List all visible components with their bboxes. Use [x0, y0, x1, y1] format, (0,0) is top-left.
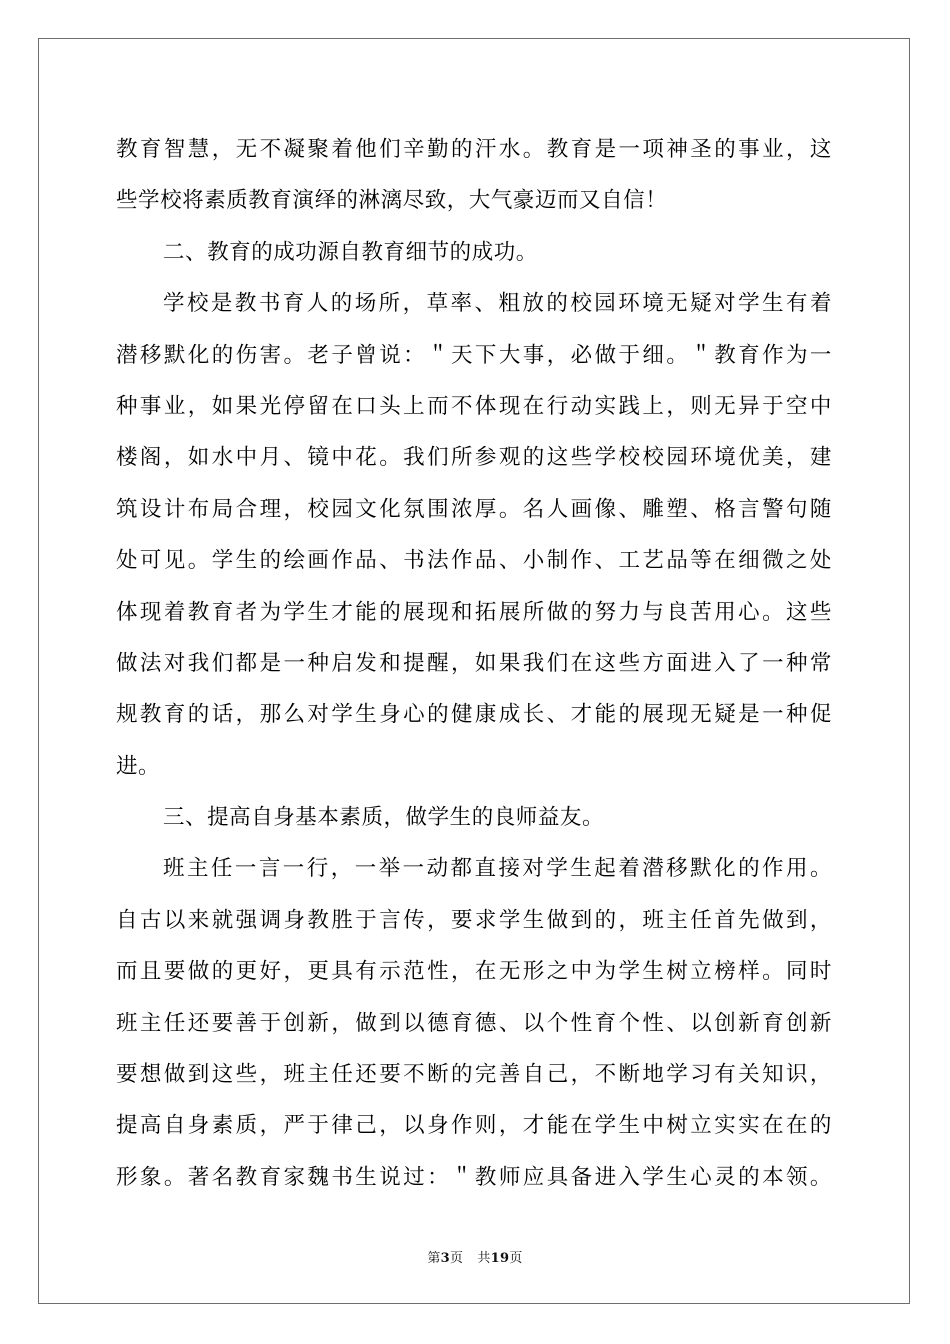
page-prefix: 第 [427, 1251, 441, 1266]
page-suffix: 页 [450, 1251, 464, 1266]
text-line: 提高自身素质，严于律己，以身作则，才能在学生中树立实实在在的 [116, 1113, 832, 1139]
text-line: 进。 [116, 753, 161, 779]
text-line: 而且要做的更好，更具有示范性，在无形之中为学生树立榜样。同时 [116, 959, 832, 985]
text-line: 二、教育的成功源自教育细节的成功。 [163, 239, 538, 265]
page-number: 3 [440, 1251, 451, 1266]
text-line: 班主任一言一行，一举一动都直接对学生起着潜移默化的作用。 [163, 856, 832, 882]
text-line: 三、提高自身基本素质，做学生的良师益友。 [163, 805, 605, 831]
text-line: 自古以来就强调身教胜于言传，要求学生做到的，班主任首先做到， [116, 907, 832, 933]
text-line: 规教育的话，那么对学生身心的健康成长、才能的展现无疑是一种促 [116, 702, 832, 728]
total-pages: 19 [490, 1251, 510, 1266]
text-line: 种事业，如果光停留在口头上而不体现在行动实践上，则无异于空中 [116, 393, 832, 419]
total-suffix: 页 [509, 1251, 523, 1266]
text-line: 些学校将素质教育演绎的淋漓尽致，大气豪迈而又自信！ [116, 188, 668, 214]
text-line: 潜移默化的伤害。老子曾说：＂天下大事，必做于细。＂教育作为一 [116, 342, 832, 368]
text-line: 学校是教书育人的场所，草率、粗放的校园环境无疑对学生有着 [163, 291, 832, 317]
text-line: 教育智慧，无不凝聚着他们辛勤的汗水。教育是一项神圣的事业，这 [116, 137, 832, 162]
text-line: 体现着教育者为学生才能的展现和拓展所做的努力与良苦用心。这些 [116, 599, 832, 625]
text-line: 做法对我们都是一种启发和提醒，如果我们在这些方面进入了一种常 [116, 650, 832, 676]
total-prefix: 共 [477, 1251, 491, 1266]
page-footer [0, 1247, 950, 1266]
text-line: 班主任还要善于创新，做到以德育德、以个性育个性、以创新育创新 [116, 1010, 832, 1036]
text-line: 形象。著名教育家魏书生说过：＂教师应具备进入学生心灵的本领。 [116, 1164, 832, 1190]
text-line: 要想做到这些，班主任还要不断的完善自己，不断地学习有关知识， [116, 1062, 832, 1088]
text-line: 筑设计布局合理，校园文化氛围浓厚。名人画像、雕塑、格言警句随 [116, 496, 832, 522]
text-line: 处可见。学生的绘画作品、书法作品、小制作、工艺品等在细微之处 [116, 548, 832, 574]
text-line: 楼阁，如水中月、镜中花。我们所参观的这些学校校园环境优美，建 [116, 445, 832, 471]
document-body [116, 124, 832, 1203]
